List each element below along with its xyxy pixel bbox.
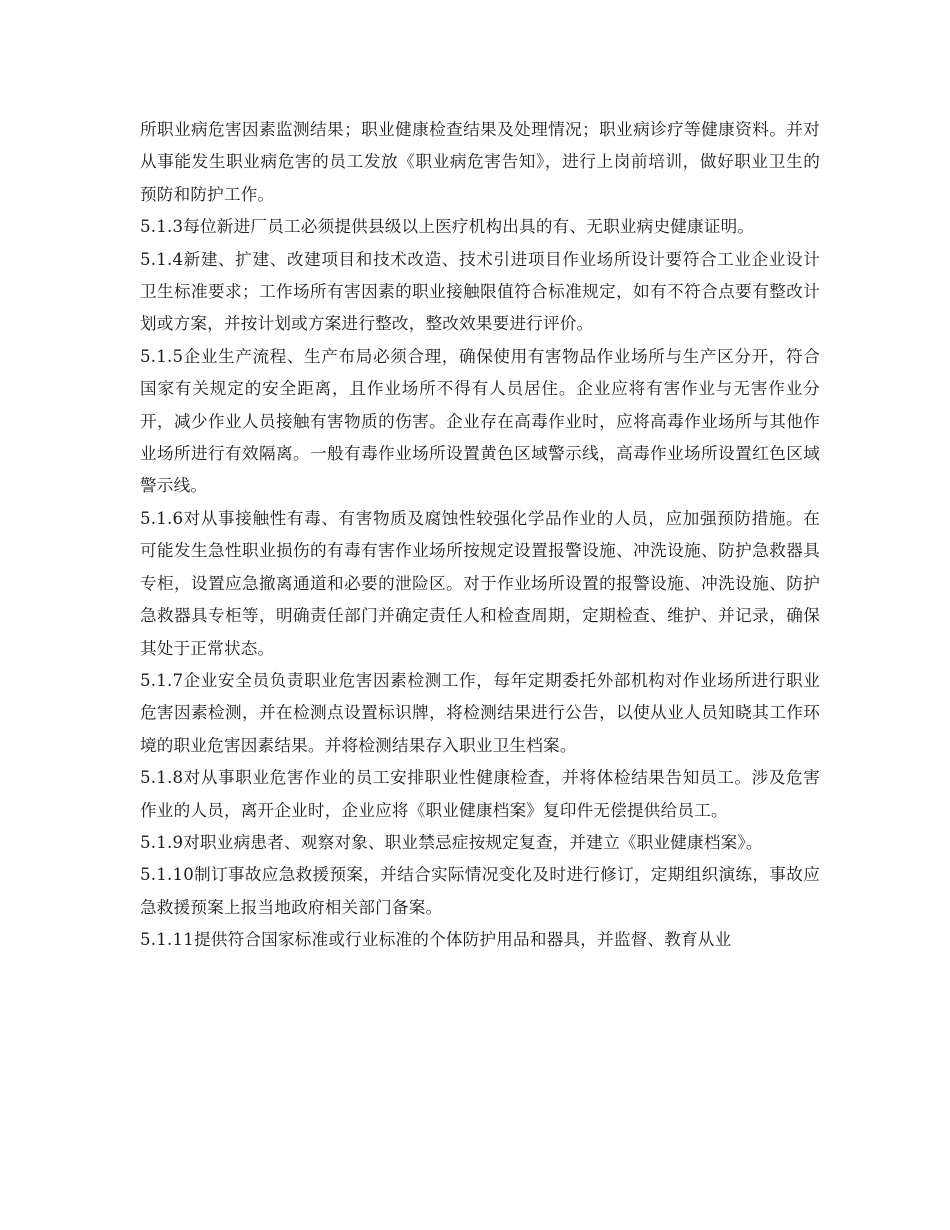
paragraph-continuation: 所职业病危害因素监测结果；职业健康检查结果及处理情况；职业病诊疗等健康资料。并对从事能发生职业病危害的员工发放《职业病危害告知》，进行上岗前培训，做好职业卫生的预防和防护工作。	[140, 120, 820, 204]
paragraph-5-1-9: 5.1.9对职业病患者、观察对象、职业禁忌症按规定复查，并建立《职业健康档案》。	[140, 832, 763, 852]
paragraph-5-1-5: 5.1.5企业生产流程、生产布局必须合理，确保使用有害物品作业场所与生产区分开，符合国家有关规定的安全距离，且作业场所不得有人员居住。企业应将有害作业与无害作业分开，减少作业人员接触有害物质的伤害。企业存在高毒作业时，应将高毒作业场所与其他作业场所进行有效隔离。一般有毒作业场所设置黄色区域警示线，高毒作业场所设置红色区域警示线。	[140, 346, 820, 496]
paragraph-5-1-10: 5.1.10制订事故应急救援预案，并结合实际情况变化及时进行修订，定期组织演练，事故应急救援预案上报当地政府相关部门备案。	[140, 865, 820, 917]
paragraph-5-1-7: 5.1.7企业安全员负责职业危害因素检测工作，每年定期委托外部机构对作业场所进行职业危害因素检测，并在检测点设置标识牌，将检测结果进行公告，以使从业人员知晓其工作环境的职业危害因素结果。并将检测结果存入职业卫生档案。	[140, 670, 820, 755]
paragraph-5-1-3: 5.1.3每位新进厂员工必须提供县级以上医疗机构出具的有、无职业病史健康证明。	[140, 217, 755, 237]
paragraph-5-1-4: 5.1.4新建、扩建、改建项目和技术改造、技术引进项目作业场所设计要符合工业企业设计卫生标准要求；工作场所有害因素的职业接触限值符合标准规定，如有不符合点要有整改计划或方案，并按计划或方案进行整改，整改效果要进行评价。	[140, 249, 820, 334]
paragraph-5-1-8: 5.1.8对从事职业危害作业的员工安排职业性健康检查，并将体检结果告知员工。涉及危害作业的人员，离开企业时，企业应将《职业健康档案》复印件无偿提供给员工。	[140, 768, 820, 820]
paragraph-5-1-6: 5.1.6对从事接触性有毒、有害物质及腐蚀性较强化学品作业的人员，应加强预防措施。在可能发生急性职业损伤的有毒有害作业场所按规定设置报警设施、冲洗设施、防护急救器具专柜，设置应急撤离通道和必要的泄险区。对于作业场所设置的报警设施、冲洗设施、防护急救器具专柜等，明确责任部门并确定责任人和检查周期，定期检查、维护、并记录，确保其处于正常状态。	[140, 508, 820, 658]
document-body	[140, 114, 820, 957]
paragraph-5-1-11: 5.1.11提供符合国家标准或行业标准的个体防护用品和器具，并监督、教育从业	[140, 930, 732, 950]
